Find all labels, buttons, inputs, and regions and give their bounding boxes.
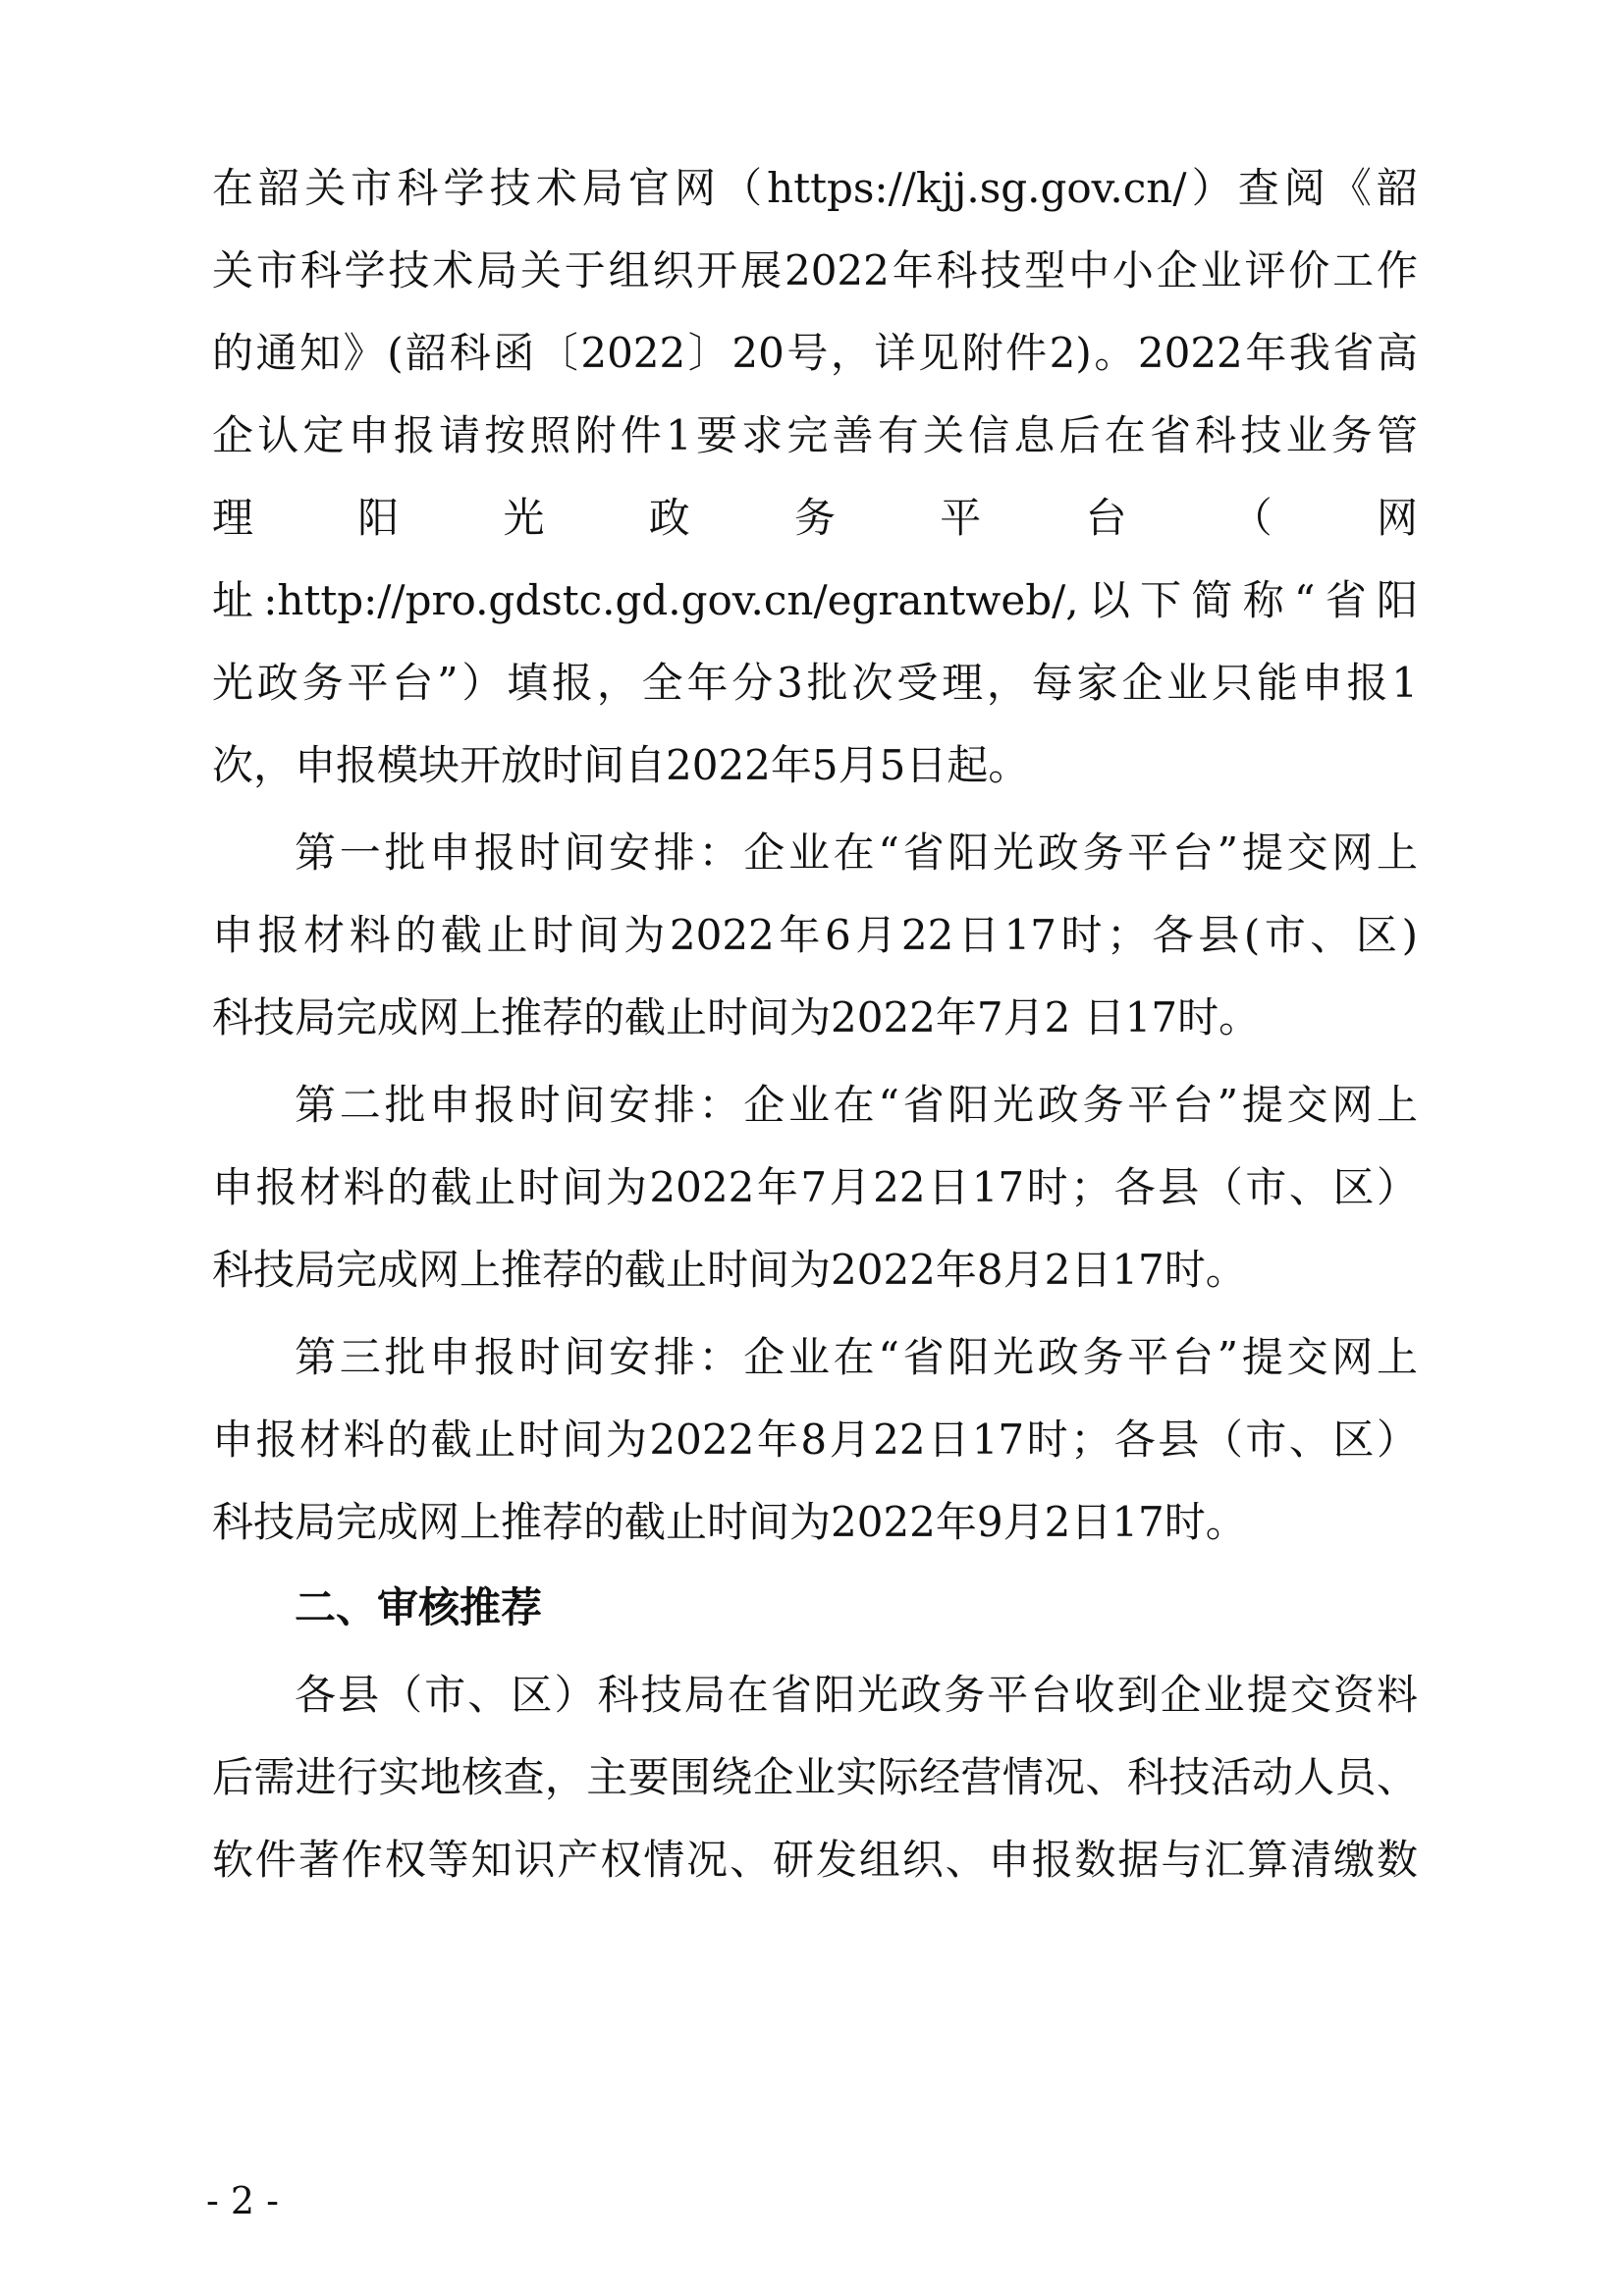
schedule-paragraph-line: 申报材料的截止时间为2022年6月22日17时；各县(市、区)	[212, 911, 1418, 959]
schedule-paragraph-line: 科技局完成网上推荐的截止时间为2022年7月2 日17时。	[212, 993, 1261, 1041]
schedule-paragraph-line: 第一批申报时间安排：企业在“省阳光政务平台”提交网上	[295, 828, 1418, 877]
section-heading: 二、审核推荐	[295, 1583, 543, 1631]
schedule-paragraph-line: 第二批申报时间安排：企业在“省阳光政务平台”提交网上	[295, 1081, 1418, 1129]
schedule-paragraph-line: 科技局完成网上推荐的截止时间为2022年8月2日17时。	[212, 1246, 1247, 1294]
body-text-line: 址:http://pro.gdstc.gd.gov.cn/egrantweb/,以下简称“省阳	[212, 576, 1418, 624]
schedule-paragraph-line: 第三批申报时间安排：企业在“省阳光政务平台”提交网上	[295, 1333, 1418, 1381]
body-text-line: 在韶关市科学技术局官网（https://kjj.sg.gov.cn/）查阅《韶	[212, 164, 1418, 212]
body-text-line: 关市科学技术局关于组织开展2022年科技型中小企业评价工作	[212, 246, 1418, 294]
body-text-line: 后需进行实地核查，主要围绕企业实际经营情况、科技活动人员、	[212, 1753, 1418, 1801]
body-text-line: 光政务平台”）填报，全年分3批次受理，每家企业只能申报1	[212, 659, 1418, 707]
body-text-line: 企认定申报请按照附件1要求完善有关信息后在省科技业务管	[212, 411, 1418, 459]
body-text-line: 软件著作权等知识产权情况、研发组织、申报数据与汇算清缴数	[212, 1836, 1418, 1884]
schedule-paragraph-line: 申报材料的截止时间为2022年8月22日17时；各县（市、区）	[212, 1415, 1418, 1464]
body-text-line: 理 阳 光 政 务 平 台 （ 网	[212, 494, 1418, 542]
schedule-paragraph-line: 申报材料的截止时间为2022年7月22日17时；各县（市、区）	[212, 1163, 1418, 1211]
body-text-line: 次，申报模块开放时间自2022年5月5日起。	[212, 741, 1030, 789]
body-text-line: 各县（市、区）科技局在省阳光政务平台收到企业提交资料	[295, 1671, 1418, 1719]
schedule-paragraph-line: 科技局完成网上推荐的截止时间为2022年9月2日17时。	[212, 1498, 1247, 1546]
page-number: - 2 -	[206, 2179, 280, 2222]
body-text-line: 的通知》(韶科函〔2022〕20号，详见附件2)。2022年我省高	[212, 329, 1418, 377]
